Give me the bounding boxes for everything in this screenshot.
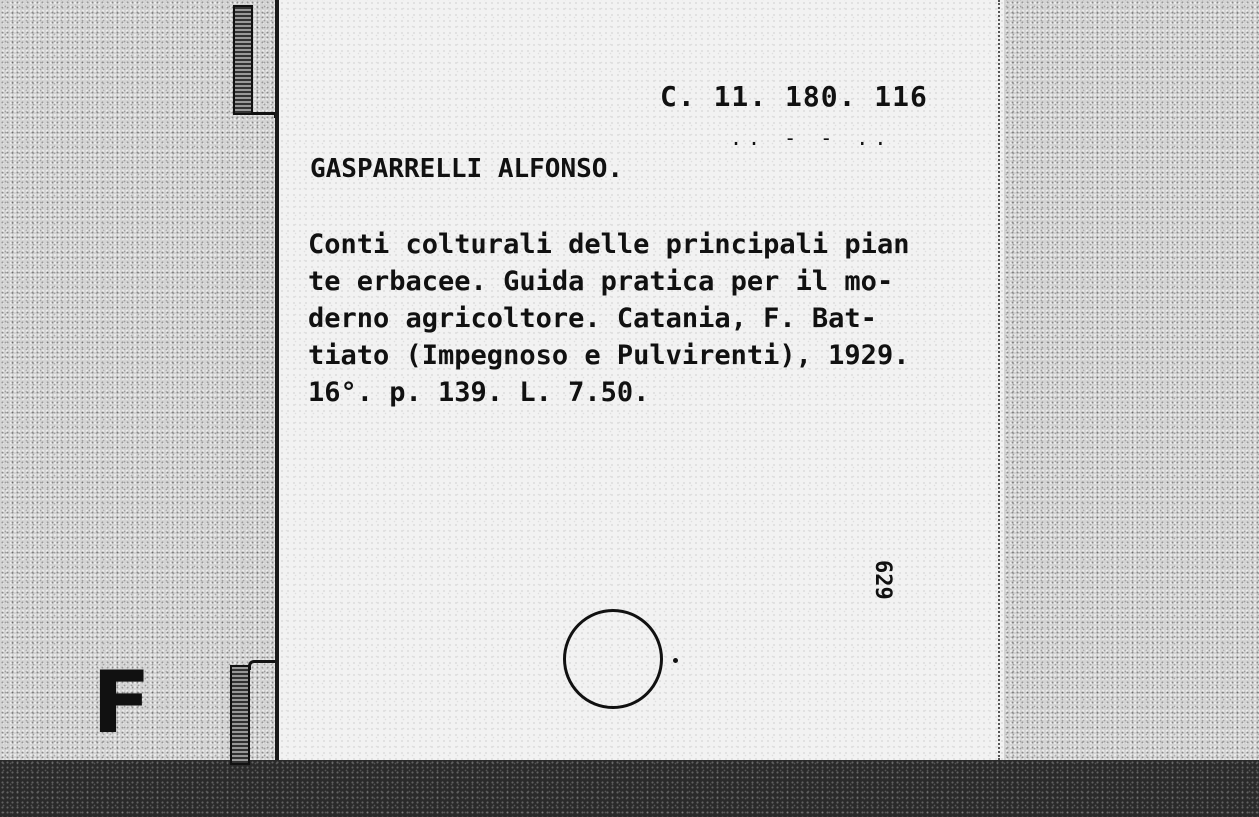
- description-line: derno agricoltore. Catania, F. Bat-: [308, 303, 877, 334]
- bibliographic-description: [308, 226, 998, 411]
- stamp-dot: [673, 658, 678, 663]
- author-heading: GASPARRELLI ALFONSO.: [310, 154, 624, 184]
- vertical-stamp-number: 629: [870, 560, 895, 600]
- description-line: 16°. p. 139. L. 7.50.: [308, 377, 650, 408]
- circle-stamp: [563, 609, 663, 709]
- card-tab-bottom: [230, 665, 250, 765]
- scanner-background-band: [0, 760, 1259, 817]
- shelfmark-marks: .. - - ..: [730, 126, 893, 150]
- card-tab-top: [233, 5, 253, 115]
- margin-letter: F: [92, 653, 151, 753]
- shelfmark: C. 11. 180. 116: [660, 80, 928, 113]
- description-line: Conti colturali delle principali pian: [308, 229, 910, 260]
- description-line: te erbacee. Guida pratica per il mo-: [308, 266, 894, 297]
- card-tab-bottom-edge: [248, 660, 278, 670]
- card-right-edge: [998, 0, 1002, 760]
- card-tab-top-edge: [251, 112, 277, 118]
- description-line: tiato (Impegnoso e Pulvirenti), 1929.: [308, 340, 910, 371]
